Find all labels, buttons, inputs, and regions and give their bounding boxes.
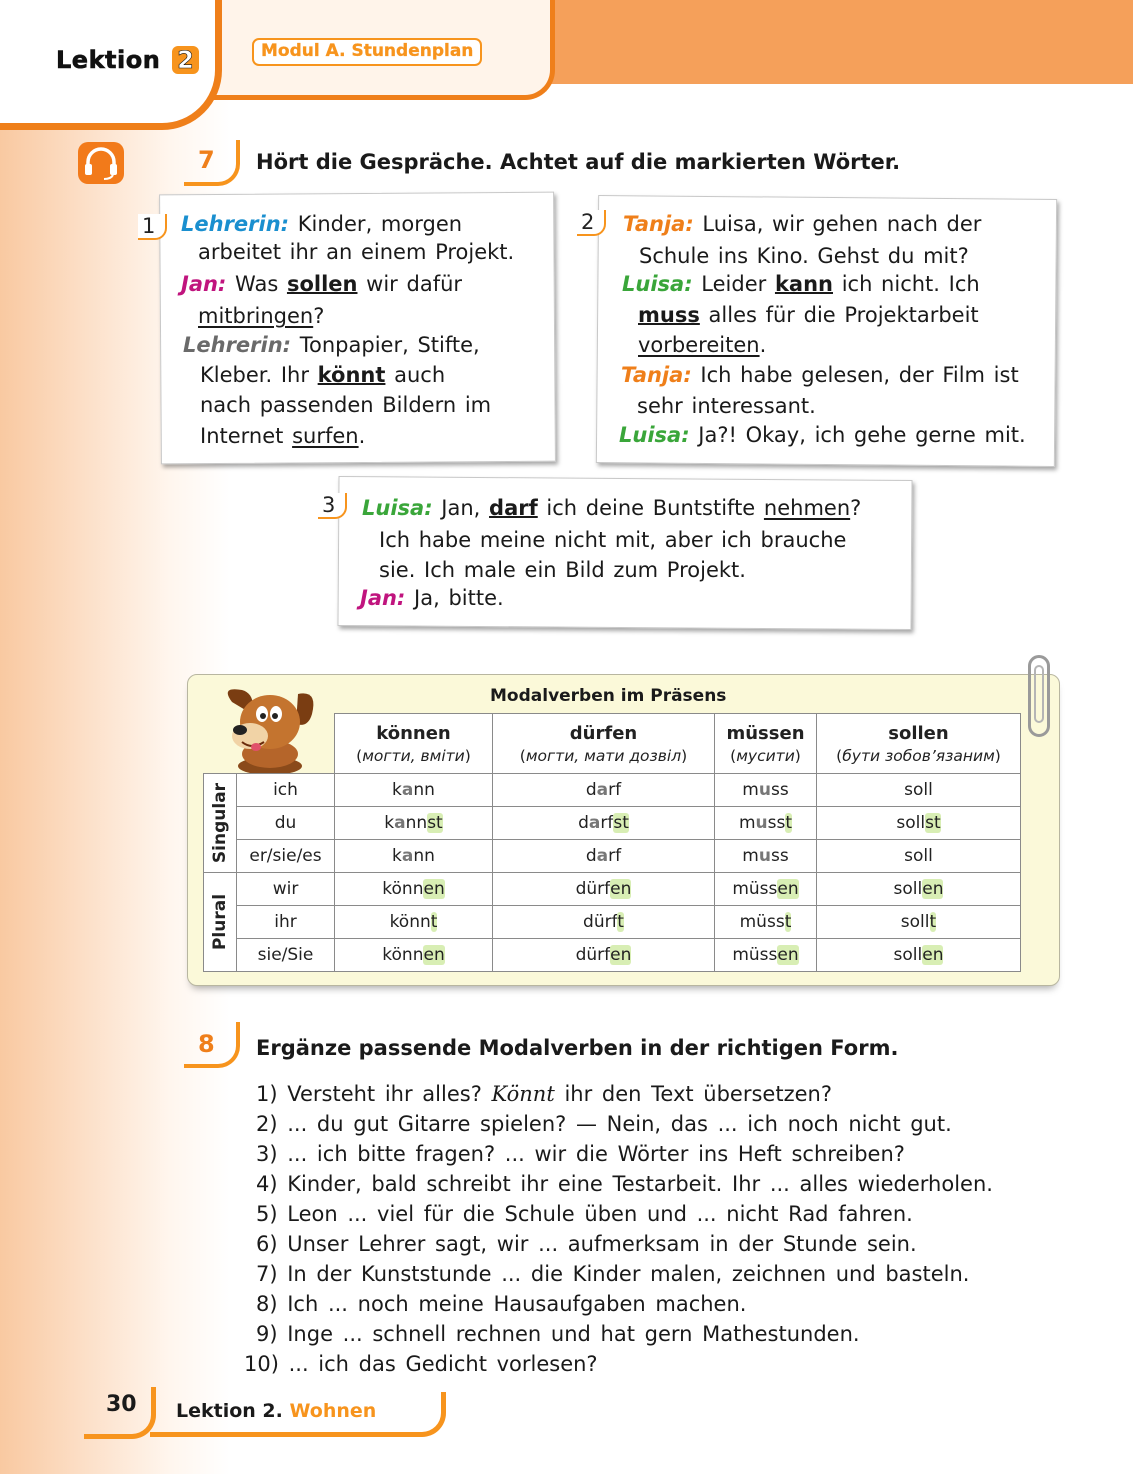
verb-form-cell: soll [817,774,1021,807]
verb-form-cell: sollt [817,906,1021,939]
verb-form-cell: kann [335,840,493,873]
dialog-1-line-7: nach passenden Bildern im [200,393,492,417]
speaker-luisa: Luisa: [622,272,693,296]
conjugation-row [204,906,1021,939]
dialog-3-line-1: Luisa: Jan, darf ich deine Buntstifte nehmen? [362,496,862,520]
verb-form-cell: müsst [715,906,817,939]
dialog-1-line-4: mitbringen? [198,304,325,328]
verb-form-cell: muss [715,774,817,807]
exercise-item: 1) Versteht ihr alles? Könnt ihr den Text übersetzen? [256,1082,832,1106]
dialog-2-line-6: Tanja: Ich habe gelesen, der Film ist [621,363,1019,387]
lektion-badge [56,46,199,74]
dialog-3-line-2: Ich habe meine nicht mit, aber ich brauche [379,528,847,552]
verb-form-cell: musst [715,807,817,840]
group-label: Plural [210,893,230,951]
pronoun-cell: wir [237,873,335,906]
handwritten-answer: Könnt [481,1082,565,1106]
exercise-8-number: 8 [198,1030,215,1058]
verb-header-muessen: müssen (мусити) [715,714,817,774]
infinitive: surfen [292,424,359,448]
grammar-title: Modalverben im Präsens [490,686,727,706]
dialog-3-line-3: sie. Ich male ein Bild zum Projekt. [379,558,746,582]
dialog-1-line-6: Kleber. Ihr könnt auch [200,363,446,387]
dialog-1-number: 1 [138,214,167,240]
verb-form-cell: kann [335,774,493,807]
verb-form-cell: müssen [715,939,817,972]
verb-form-cell: sollen [817,873,1021,906]
dialog-2-number: 2 [577,210,606,236]
modal-verb: kann [774,272,833,296]
pronoun-cell: er/sie/es [237,840,335,873]
lektion-label: Lektion [56,46,161,74]
verb-form-cell: darf [493,840,715,873]
speaker-lehrerin: Lehrerin: [181,212,290,236]
speaker-jan: Jan: [181,272,227,296]
dialog-1-line-1: Lehrerin: Kinder, morgen [181,212,463,236]
group-singular [204,774,237,873]
conjugation-row [204,840,1021,873]
pronoun-cell: ich [237,774,335,807]
exercise-item: 2) ... du gut Gitarre spielen? — Nein, das ... ich noch nicht gut. [256,1112,952,1136]
modal-verb: muss [638,303,700,327]
verb-form-cell: dürfen [493,873,715,906]
dialog-2-line-3: Luisa: Leider kann ich nicht. Ich [622,272,980,296]
dialog-2-line-7: sehr interessant. [637,394,816,418]
dialog-1-line-5: Lehrerin: Tonpapier, Stifte, [183,333,480,357]
verb-header-duerfen: dürfen (могти, мати дозвіл) [493,714,715,774]
speaker-tanja: Tanja: [621,363,692,387]
dialog-2-line-2: Schule ins Kino. Gehst du mit? [639,244,969,268]
dialog-2-line-4: muss alles für die Projektarbeit [638,303,979,327]
verb-form-cell: können [335,939,493,972]
conjugation-row [204,774,1021,807]
exercise-item: 10) ... ich das Gedicht vorlesen? [244,1352,598,1376]
modalverben-table [203,713,1021,972]
modal-verb: darf [489,496,538,520]
exercise-item: 5) Leon ... viel für die Schule üben und ... nicht Rad fahren. [256,1202,913,1226]
footer-topic: Wohnen [289,1400,377,1422]
dialog-3-line-4: Jan: Ja, bitte. [360,586,504,610]
verb-form-cell: dürfen [493,939,715,972]
verb-form-cell: darfst [493,807,715,840]
dialog-2-line-1: Tanja: Luisa, wir gehen nach der [623,212,982,236]
exercise-item: 8) Ich ... noch meine Hausaufgaben machen. [256,1292,747,1316]
verb-form-cell: sollst [817,807,1021,840]
dialog-2-line-5: vorbereiten. [638,333,767,357]
pronoun-cell: du [237,807,335,840]
speaker-jan: Jan: [360,586,406,610]
paperclip-inner [1034,665,1044,723]
verb-form-cell: müssen [715,873,817,906]
dialog-3-number: 3 [318,493,347,519]
exercise-item: 3) ... ich bitte fragen? ... wir die Wörter ins Heft schreiben? [256,1142,905,1166]
dialog-2-line-8: Luisa: Ja?! Okay, ich gehe gerne mit. [619,423,1026,447]
blank-corner [204,714,335,774]
pronoun-cell: sie/Sie [237,939,335,972]
infinitive: mitbringen [198,304,314,328]
verb-form-cell: kannst [335,807,493,840]
exercise-item: 9) Inge ... schnell rechnen und hat gern Mathestunden. [256,1322,860,1346]
pronoun-cell: ihr [237,906,335,939]
footer-title: Lektion 2. Wohnen [176,1400,377,1422]
conjugation-row [204,939,1021,972]
lektion-number: 2 [172,46,199,74]
page-number: 30 [106,1392,137,1417]
modul-badge: Modul A. Stundenplan [252,38,482,66]
speaker-lehrerin: Lehrerin: [183,333,292,357]
exercise-7-title: Hört die Gespräche. Achtet auf die markierten Wörter. [256,150,901,174]
speaker-luisa: Luisa: [362,496,433,520]
verb-form-cell: sollen [817,939,1021,972]
verb-form-cell: dürft [493,906,715,939]
group-label: Singular [210,782,230,864]
conjugation-row [204,873,1021,906]
verb-header-row [204,714,1021,774]
verb-form-cell: muss [715,840,817,873]
speaker-luisa: Luisa: [619,423,690,447]
speaker-tanja: Tanja: [623,212,694,236]
exercise-item: 7) In der Kunststunde ... die Kinder malen, zeichnen und basteln. [256,1262,970,1286]
headphones-icon [78,142,124,184]
exercise-item: 6) Unser Lehrer sagt, wir ... aufmerksam in der Stunde sein. [256,1232,917,1256]
verb-header-sollen: sollen (бути зобов’язаним) [817,714,1021,774]
infinitive: vorbereiten [638,333,760,357]
infinitive: nehmen [763,496,851,520]
dialog-1-line-3: Jan: Was sollen wir dafür [181,272,463,296]
exercise-7-number: 7 [198,146,215,174]
exercise-8-title: Ergänze passende Modalverben in der richtigen Form. [256,1036,899,1060]
group-plural [204,873,237,972]
modal-verb: könnt [317,363,386,387]
modal-verb: sollen [286,272,358,296]
verb-header-koennen: können (могти, вміти) [335,714,493,774]
conjugation-row [204,807,1021,840]
verb-form-cell: soll [817,840,1021,873]
exercise-item: 4) Kinder, bald schreibt ihr eine Testarbeit. Ihr ... alles wiederholen. [256,1172,993,1196]
verb-form-cell: können [335,873,493,906]
verb-form-cell: darf [493,774,715,807]
dialog-1-line-8: Internet surfen. [200,424,366,448]
verb-form-cell: könnt [335,906,493,939]
dialog-1-line-2: arbeitet ihr an einem Projekt. [198,240,515,264]
